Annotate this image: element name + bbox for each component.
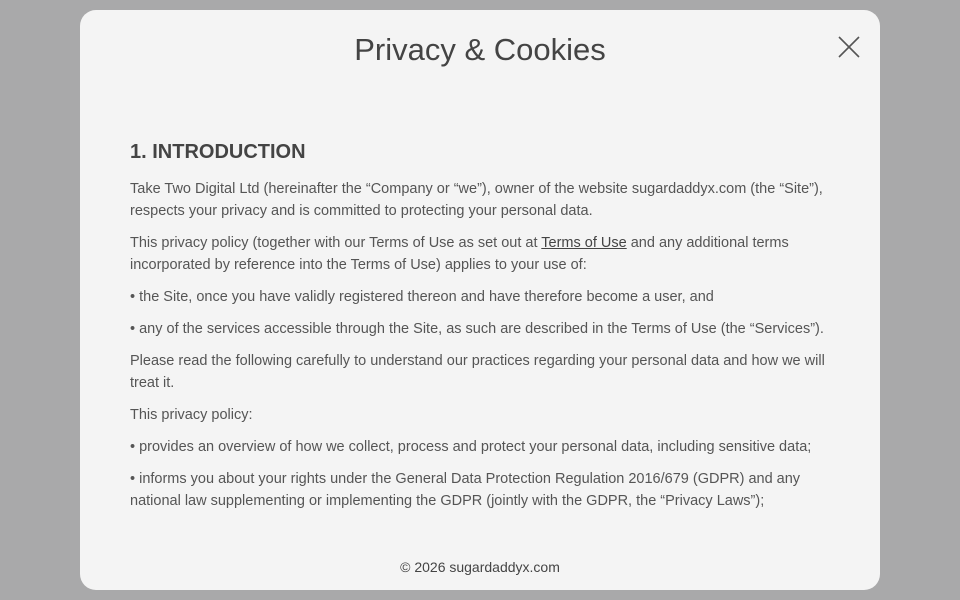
terms-of-use-link[interactable]: Terms of Use — [541, 235, 627, 251]
list-item: • provides an overview of how we collect, process and protect your personal data, including sensitive data; — [130, 439, 812, 455]
paragraph-text: and any additional terms incorporated by reference into the Terms of Use) applies to your use of: — [130, 235, 789, 273]
footer-copyright: © 2026 sugardaddyx.com — [400, 559, 560, 575]
close-button[interactable] — [836, 34, 862, 60]
policy-content[interactable] — [130, 130, 830, 545]
paragraph-text: This privacy policy (together with our Terms of Use as set out at — [130, 235, 542, 251]
section-heading: 1. INTRODUCTION — [130, 141, 306, 163]
list-item: • the Site, once you have validly registered thereon and have therefore become a user, and — [130, 289, 714, 305]
close-icon — [836, 34, 862, 60]
privacy-modal — [80, 10, 880, 590]
modal-title: Privacy & Cookies — [354, 32, 606, 67]
paragraph: Take Two Digital Ltd (hereinafter the “Company or “we”), owner of the website sugardaddyx.com (the “Site”), respects your privacy and is committed to protecting your personal data. — [130, 181, 823, 219]
paragraph — [130, 232, 830, 276]
list-item: • informs you about your rights under the General Data Protection Regulation 2016/679 (GDPR) and any national law supplementing or implementing the GDPR (jointly with the GDPR, the “Privacy Laws”); — [130, 471, 801, 509]
list-item: • any of the services accessible through the Site, as such are described in the Terms of Use (the “Services”). — [130, 321, 824, 337]
paragraph: Please read the following carefully to understand our practices regarding your personal data and how we will treat it. — [130, 353, 825, 391]
paragraph: This privacy policy: — [130, 407, 253, 423]
